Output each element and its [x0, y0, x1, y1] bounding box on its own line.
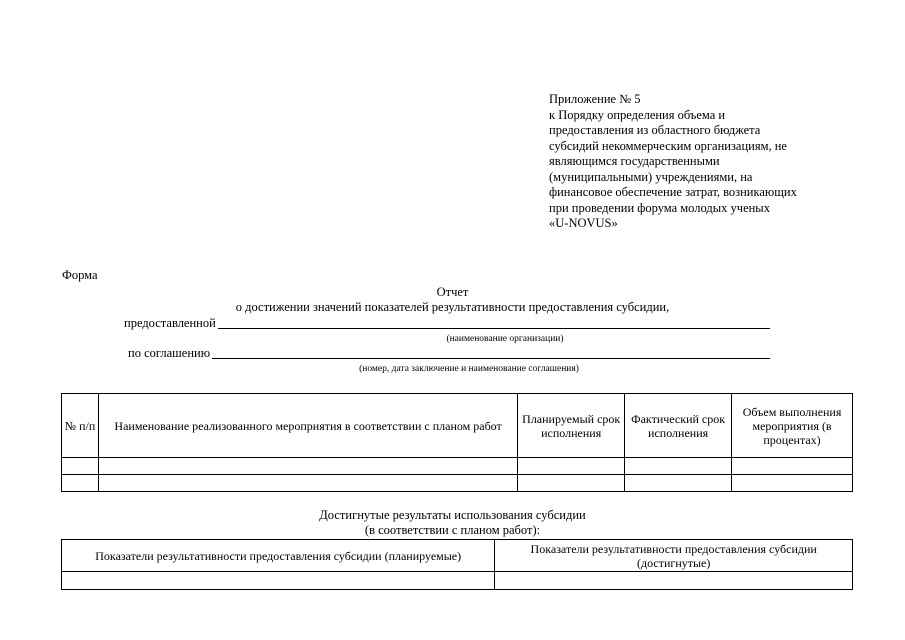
- col-achieved-indicators-header: Показатели результативности предоставления субсидии (достигнутые): [495, 540, 853, 572]
- table-cell[interactable]: [732, 458, 853, 475]
- agreement-field[interactable]: [212, 347, 770, 359]
- agreement-row: [128, 346, 770, 361]
- report-subtitle: о достижении значений показателей результативности предоставления субсидии,: [235, 300, 670, 314]
- table-cell[interactable]: [98, 475, 517, 492]
- table-cell[interactable]: [62, 572, 495, 590]
- agreement-label: по соглашению: [128, 346, 211, 360]
- organization-hint: (наименование организации): [446, 334, 564, 344]
- report-title: Отчет: [436, 285, 469, 299]
- organization-name-field[interactable]: [218, 317, 770, 329]
- appendix-line: «U-NOVUS»: [549, 216, 618, 230]
- appendix-line: Приложение № 5: [549, 92, 641, 106]
- results-title-line: Достигнутые результаты использования субсидии: [319, 508, 586, 522]
- appendix-line: субсидий некоммерческим организациям, не: [549, 138, 787, 153]
- table-cell[interactable]: [495, 572, 853, 590]
- table-header-row: [62, 394, 853, 458]
- appendix-header: [549, 92, 849, 232]
- table-cell[interactable]: [732, 475, 853, 492]
- appendix-line: к Порядку определения объема и: [549, 107, 726, 122]
- provided-row: [124, 316, 770, 331]
- table-row: [62, 572, 853, 590]
- table-cell[interactable]: [625, 475, 732, 492]
- results-table: [61, 539, 853, 590]
- table-cell[interactable]: [62, 475, 99, 492]
- col-completion-header: Объем выполнения мероприятия (в процентах): [732, 394, 853, 458]
- col-event-name-header: Наименование реализованного мероприятия в соответствии с планом работ: [98, 394, 517, 458]
- table-cell[interactable]: [625, 458, 732, 475]
- appendix-line: (муниципальными) учреждениями, на: [549, 169, 753, 184]
- table-cell[interactable]: [518, 458, 625, 475]
- table-row: [62, 475, 853, 492]
- table-cell[interactable]: [62, 458, 99, 475]
- appendix-line: являющимся государственными: [549, 154, 720, 168]
- table-cell[interactable]: [518, 475, 625, 492]
- table-row: [62, 458, 853, 475]
- results-title: [0, 508, 905, 538]
- table-cell[interactable]: [98, 458, 517, 475]
- col-planned-indicators-header: Показатели результативности предоставления субсидии (планируемые): [62, 540, 495, 572]
- col-actual-term-header: Фактический срок исполнения: [625, 394, 732, 458]
- appendix-line: финансовое обеспечение затрат, возникающих: [549, 185, 797, 199]
- col-number-header: № п/п: [62, 394, 99, 458]
- appendix-line: предоставления из областного бюджета: [549, 123, 761, 137]
- agreement-hint: (номер, дата заключение и наименование соглашения): [359, 364, 579, 374]
- table-header-row: [62, 540, 853, 572]
- appendix-line: при проведении форума молодых ученых: [549, 200, 770, 215]
- form-label: Форма: [62, 268, 98, 282]
- provided-label: предоставленной: [124, 316, 216, 330]
- col-planned-term-header: Планируемый срок исполнения: [518, 394, 625, 458]
- events-table: [61, 393, 853, 492]
- results-title-line: (в соответствии с планом работ):: [364, 523, 541, 537]
